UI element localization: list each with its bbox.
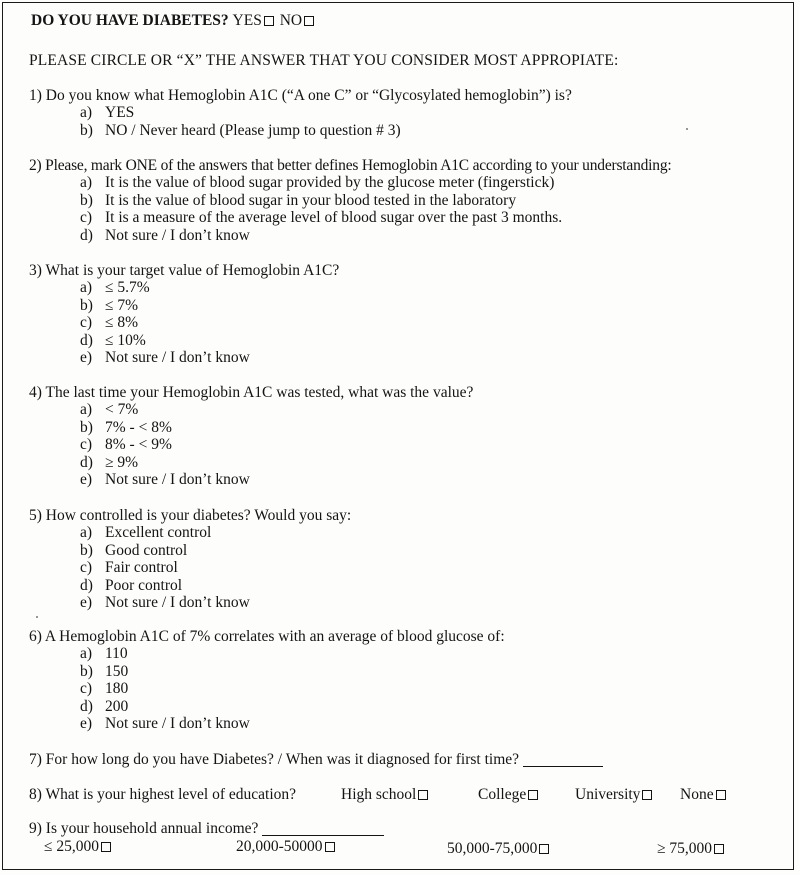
income-1-checkbox[interactable] <box>101 842 111 852</box>
option-text: Not sure / I don’t know <box>105 349 250 366</box>
instructions: PLEASE CIRCLE OR “X” THE ANSWER THAT YOU CONSIDER MOST APPROPIATE: <box>29 52 619 69</box>
option-letter: d) <box>80 453 93 471</box>
yes-option-label: YES <box>232 12 262 29</box>
option-label: College <box>478 786 527 803</box>
option-label: ≤ 25,000 <box>44 838 100 855</box>
option-letter: a) <box>80 401 93 418</box>
option-text: Not sure / I don’t know <box>105 471 250 488</box>
option-text: Not sure / I don’t know <box>105 226 250 244</box>
option-text: 7% - < 8% <box>105 418 172 436</box>
option-letter: a) <box>80 174 93 191</box>
option-letter: a) <box>80 104 93 121</box>
none-checkbox[interactable] <box>716 790 726 800</box>
question-3-text: 3) What is your target value of Hemoglobin A1C? <box>29 262 340 279</box>
option-letter: d) <box>80 697 93 715</box>
income-field[interactable] <box>262 835 384 836</box>
income-option-3[interactable] <box>447 840 551 858</box>
yes-checkbox[interactable] <box>264 16 274 26</box>
option-text: 8% - < 9% <box>105 436 172 453</box>
option-label: None <box>680 786 714 803</box>
option-text: 180 <box>105 680 129 697</box>
option-label: University <box>575 786 641 803</box>
option-text: < 7% <box>105 401 139 418</box>
option-text: ≤ 5.7% <box>105 279 150 296</box>
option-letter: e) <box>80 471 93 488</box>
option-text: It is a measure of the average level of blood sugar over the past 3 months. <box>105 209 563 226</box>
scan-speck <box>686 128 688 130</box>
college-checkbox[interactable] <box>528 790 538 800</box>
option-label: 20,000-50000 <box>236 838 323 855</box>
question-8-text: 8) What is your highest level of education? <box>29 786 297 803</box>
option-letter: b) <box>80 191 93 209</box>
option-label: High school <box>341 786 417 803</box>
option-text: YES <box>105 104 135 121</box>
education-option-university[interactable] <box>575 786 654 804</box>
education-option-college[interactable] <box>478 786 540 804</box>
option-letter: c) <box>80 314 93 331</box>
option-text: Good control <box>105 541 188 559</box>
university-checkbox[interactable] <box>642 790 652 800</box>
income-3-checkbox[interactable] <box>539 844 549 854</box>
option-text: ≤ 7% <box>105 296 139 314</box>
income-option-1[interactable] <box>44 838 113 856</box>
option-letter: a) <box>80 524 93 541</box>
option-text: ≥ 9% <box>105 453 139 471</box>
income-4-checkbox[interactable] <box>714 844 724 854</box>
option-text: It is the value of blood sugar in your blood tested in the laboratory <box>105 191 517 209</box>
diagnosis-duration-field[interactable] <box>523 766 603 767</box>
form-header <box>31 12 316 30</box>
option-letter: d) <box>80 331 93 349</box>
no-option-label: NO <box>279 12 303 29</box>
education-option-high-school[interactable] <box>341 786 430 804</box>
option-letter: e) <box>80 594 93 611</box>
question-5-text: 5) How controlled is your diabetes? Would you say: <box>29 507 352 524</box>
question-7-text: 7) For how long do you have Diabetes? / When was it diagnosed for first time? <box>29 751 520 768</box>
option-letter: a) <box>80 279 93 296</box>
option-letter: b) <box>80 121 93 139</box>
question-4-text: 4) The last time your Hemoglobin A1C was tested, what was the value? <box>29 384 474 401</box>
option-letter: b) <box>80 662 93 680</box>
option-letter: b) <box>80 296 93 314</box>
option-text: Fair control <box>105 559 178 576</box>
form-title: DO YOU HAVE DIABETES? <box>31 12 229 29</box>
option-letter: c) <box>80 209 93 226</box>
question-9 <box>29 820 384 838</box>
question-6-text: 6) A Hemoglobin A1C of 7% correlates with an average of blood glucose of: <box>29 628 505 645</box>
option-letter: e) <box>80 349 93 366</box>
option-letter: d) <box>80 576 93 594</box>
income-option-2[interactable] <box>236 838 337 856</box>
option-text: Not sure / I don’t know <box>105 594 250 611</box>
question-7 <box>29 751 603 769</box>
option-text: NO / Never heard (Please jump to question # 3) <box>105 121 401 139</box>
option-letter: c) <box>80 559 93 576</box>
question-9-text: 9) Is your household annual income? <box>29 820 259 837</box>
option-letter: b) <box>80 541 93 559</box>
option-text: It is the value of blood sugar provided by the glucose meter (fingerstick) <box>105 174 555 191</box>
no-checkbox[interactable] <box>304 16 314 26</box>
option-letter: c) <box>80 680 93 697</box>
option-text: ≤ 8% <box>105 314 139 331</box>
option-text: 150 <box>105 662 129 680</box>
option-text: 200 <box>105 697 129 715</box>
option-letter: d) <box>80 226 93 244</box>
education-option-none[interactable] <box>680 786 728 804</box>
high-school-checkbox[interactable] <box>418 790 428 800</box>
option-label: 50,000-75,000 <box>447 840 538 857</box>
question-2-text: 2) Please, mark ONE of the answers that better defines Hemoglobin A1C according to your understanding: <box>29 157 672 174</box>
option-text: Excellent control <box>105 524 212 541</box>
option-text: 110 <box>105 645 128 662</box>
option-letter: c) <box>80 436 93 453</box>
option-letter: e) <box>80 715 93 732</box>
option-text: Poor control <box>105 576 183 594</box>
option-label: ≥ 75,000 <box>657 840 713 857</box>
question-1-text: 1) Do you know what Hemoglobin A1C (“A one C” or “Glycosylated hemoglobin”) is? <box>29 87 572 104</box>
option-letter: b) <box>80 418 93 436</box>
scan-speck <box>36 616 38 618</box>
income-option-4[interactable] <box>657 840 726 858</box>
option-text: Not sure / I don’t know <box>105 715 250 732</box>
option-letter: a) <box>80 645 93 662</box>
income-2-checkbox[interactable] <box>325 842 335 852</box>
option-text: ≤ 10% <box>105 331 146 349</box>
